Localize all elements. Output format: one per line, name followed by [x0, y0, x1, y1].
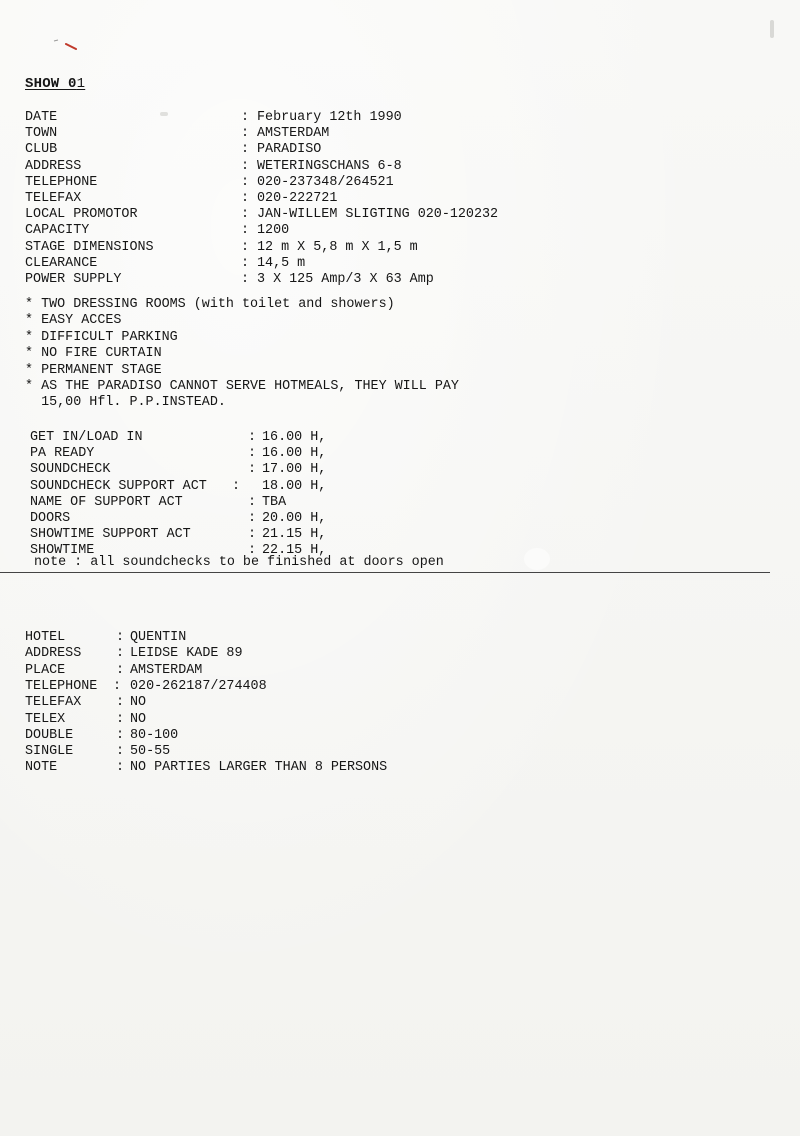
schedule-value: 22.15 H,	[262, 543, 327, 559]
hotel-field-value: QUENTIN	[130, 630, 187, 645]
schedule-label: NAME OF SUPPORT ACT	[30, 494, 183, 510]
schedule-label: SHOWTIME	[30, 543, 95, 559]
hotel-field-value: 80-100	[130, 727, 179, 743]
hotel-field-label: ADDRESS	[25, 646, 82, 662]
show-field-label: CLEARANCE	[25, 255, 98, 271]
schedule-value: 16.00 H,	[262, 446, 327, 462]
hotel-field-value: LEIDSE KADE 89	[130, 646, 243, 662]
hotel-field-value: 50-55	[130, 744, 171, 760]
show-field-value: 14,5 m	[257, 255, 306, 271]
paper-smudge	[524, 548, 550, 570]
hotel-field-value: NO	[130, 695, 147, 711]
hotel-field-value: NO	[130, 711, 147, 727]
note-line: * NO FIRE CURTAIN	[25, 346, 162, 362]
paper-speck	[770, 20, 774, 38]
show-field-colon: :	[241, 191, 250, 206]
show-field-label: DATE	[25, 110, 58, 125]
note-line: * TWO DRESSING ROOMS (with toilet and showers)	[25, 297, 395, 312]
show-field-label: TELEPHONE	[25, 174, 98, 190]
hotel-field-colon: :	[108, 630, 133, 645]
schedule-label: SOUNDCHECK SUPPORT ACT	[30, 478, 207, 494]
schedule-value: 18.00 H,	[262, 478, 327, 494]
hotel-field-label: HOTEL	[25, 630, 66, 645]
hotel-field-label: SINGLE	[25, 744, 74, 760]
show-field-colon: :	[241, 223, 250, 239]
schedule-colon: :	[232, 478, 249, 494]
show-title	[25, 76, 85, 92]
show-field-label: CLUB	[25, 142, 58, 158]
schedule-colon: :	[240, 430, 265, 445]
schedule-label: DOORS	[30, 511, 71, 526]
show-field-label: LOCAL PROMOTOR	[25, 207, 138, 223]
show-title-number: 1	[76, 76, 86, 92]
schedule-colon: :	[240, 543, 265, 559]
show-field-value: JAN-WILLEM SLIGTING 020-120232	[257, 207, 499, 223]
schedule-label: GET IN/LOAD IN	[30, 430, 143, 445]
schedule-colon: :	[240, 446, 265, 462]
note-line: * EASY ACCES	[25, 313, 122, 329]
schedule-note: note : all soundchecks to be finished at doors open	[34, 555, 444, 570]
hotel-field-label: TELEX	[25, 711, 66, 727]
show-field-label: TELEFAX	[25, 191, 82, 206]
show-field-colon: :	[241, 207, 250, 223]
schedule-label: PA READY	[30, 446, 95, 462]
show-field-value: 3 X 125 Amp/3 X 63 Amp	[257, 272, 434, 287]
show-field-colon: :	[241, 239, 250, 255]
show-field-value: WETERINGSCHANS 6-8	[257, 158, 402, 174]
ink-mark	[52, 38, 78, 50]
hotel-field-value: NO PARTIES LARGER THAN 8 PERSONS	[130, 760, 388, 776]
show-field-label: POWER SUPPLY	[25, 272, 122, 287]
show-field-label: TOWN	[25, 126, 58, 142]
show-field-colon: :	[241, 255, 250, 271]
hotel-field-label: PLACE	[25, 662, 66, 678]
schedule-value: 21.15 H,	[262, 527, 327, 543]
hotel-field-label: TELEPHONE	[25, 678, 98, 694]
schedule-colon: :	[240, 527, 265, 543]
show-field-colon: :	[241, 126, 250, 142]
show-field-value: 1200	[257, 223, 290, 239]
show-field-value: 12 m X 5,8 m X 1,5 m	[257, 239, 418, 255]
note-line: * AS THE PARADISO CANNOT SERVE HOTMEALS, THEY WILL PAY	[25, 379, 459, 394]
schedule-colon: :	[240, 511, 265, 526]
hotel-field-colon: :	[108, 760, 133, 776]
note-line: * DIFFICULT PARKING	[25, 329, 178, 345]
show-field-value: AMSTERDAM	[257, 126, 330, 142]
show-field-value: 020-237348/264521	[257, 174, 394, 190]
hotel-field-value: AMSTERDAM	[130, 662, 203, 678]
hotel-field-label: TELEFAX	[25, 695, 82, 711]
note-line: * PERMANENT STAGE	[25, 362, 162, 378]
hotel-field-value: 020-262187/274408	[130, 678, 267, 694]
show-title-main: SHOW 0	[25, 76, 77, 92]
schedule-value: 17.00 H,	[262, 462, 327, 478]
schedule-colon: :	[240, 494, 265, 510]
hotel-field-colon: :	[108, 695, 133, 711]
hotel-field-label: NOTE	[25, 760, 58, 776]
hotel-field-label: DOUBLE	[25, 727, 74, 743]
hotel-field-colon: :	[108, 646, 133, 662]
schedule-colon: :	[240, 462, 265, 478]
show-field-colon: :	[241, 142, 250, 158]
hotel-field-colon: :	[113, 678, 122, 694]
show-field-label: CAPACITY	[25, 223, 90, 239]
hotel-field-colon: :	[108, 744, 133, 760]
schedule-value: 16.00 H,	[262, 430, 327, 445]
show-field-label: ADDRESS	[25, 158, 82, 174]
schedule-label: SOUNDCHECK	[30, 462, 111, 478]
note-line: 15,00 Hfl. P.P.INSTEAD.	[25, 395, 226, 411]
schedule-label: SHOWTIME SUPPORT ACT	[30, 527, 191, 543]
schedule-value: 20.00 H,	[262, 511, 327, 526]
hotel-field-colon: :	[108, 711, 133, 727]
section-divider	[0, 572, 770, 573]
show-field-value: PARADISO	[257, 142, 322, 158]
show-field-label: STAGE DIMENSIONS	[25, 239, 154, 255]
show-field-colon: :	[241, 110, 250, 125]
hotel-field-colon: :	[108, 662, 133, 678]
show-field-value: February 12th 1990	[257, 110, 402, 125]
show-field-colon: :	[241, 158, 250, 174]
schedule-value: TBA	[262, 494, 287, 510]
show-field-colon: :	[241, 272, 250, 287]
hotel-field-colon: :	[108, 727, 133, 743]
paper-speck	[160, 112, 168, 116]
show-field-value: 020-222721	[257, 191, 338, 206]
show-field-colon: :	[241, 174, 250, 190]
